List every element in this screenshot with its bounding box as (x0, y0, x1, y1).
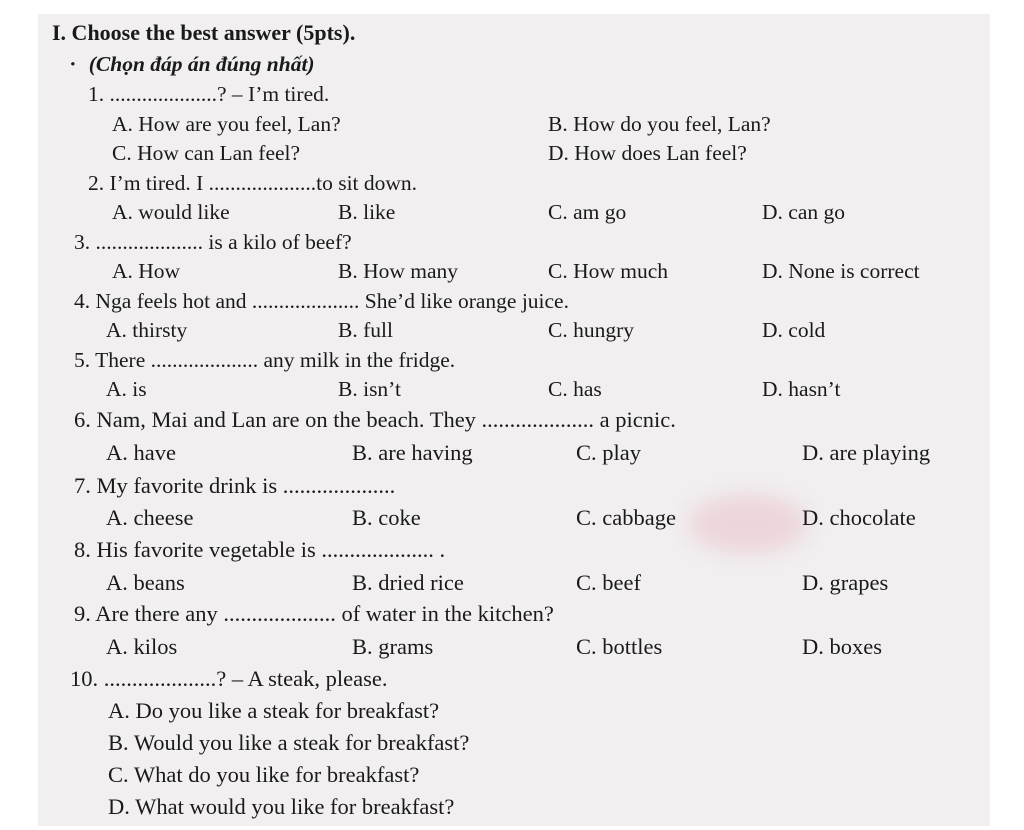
ink-smudge (688, 494, 808, 554)
question-3: 3. .................... is a kilo of beef? (74, 230, 352, 254)
subtitle-text: (Chọn đáp án đúng nhất) (88, 52, 315, 76)
option-3d[interactable]: D. None is correct (762, 259, 920, 283)
option-6c[interactable]: C. play (576, 440, 641, 465)
option-3b[interactable]: B. How many (338, 259, 459, 283)
option-8b[interactable]: B. dried rice (352, 570, 464, 595)
option-3c[interactable]: C. How much (548, 259, 669, 283)
option-7c[interactable]: C. cabbage (576, 505, 676, 530)
option-9c[interactable]: C. bottles (576, 634, 663, 659)
question-10: 10. ....................? – A steak, please. (70, 666, 388, 691)
option-1c[interactable]: C. How can Lan feel? (112, 141, 301, 165)
option-5c[interactable]: C. has (548, 377, 602, 401)
question-4: 4. Nga feels hot and .................... She’d like orange juice. (74, 289, 569, 313)
question-2: 2. I’m tired. I ....................to sit down. (88, 171, 418, 195)
option-9b[interactable]: B. grams (352, 634, 434, 659)
option-10d[interactable]: D. What would you like for breakfast? (108, 794, 455, 819)
option-8d[interactable]: D. grapes (802, 570, 889, 595)
question-5: 5. There .................... any milk in the fridge. (74, 348, 456, 372)
option-6d[interactable]: D. are playing (802, 440, 931, 465)
question-7: 7. My favorite drink is .................... (74, 473, 396, 498)
option-8a[interactable]: A. beans (106, 570, 185, 595)
option-6b[interactable]: B. are having (352, 440, 473, 465)
question-8: 8. His favorite vegetable is .................... . (74, 537, 446, 562)
option-1d[interactable]: D. How does Lan feel? (548, 141, 747, 165)
section-title: I. Choose the best answer (5pts). (52, 20, 356, 45)
option-4c[interactable]: C. hungry (548, 318, 634, 342)
option-2b[interactable]: B. like (338, 200, 396, 224)
option-9d[interactable]: D. boxes (802, 634, 882, 659)
option-1b[interactable]: B. How do you feel, Lan? (548, 112, 771, 136)
section-subtitle (70, 51, 315, 77)
question-1: 1. ....................? – I’m tired. (88, 82, 330, 106)
option-7b[interactable]: B. coke (352, 505, 421, 530)
option-2c[interactable]: C. am go (548, 200, 627, 224)
question-9: 9. Are there any .................... of water in the kitchen? (74, 601, 554, 626)
option-7a[interactable]: A. cheese (106, 505, 194, 530)
option-5b[interactable]: B. isn’t (338, 377, 401, 401)
option-5d[interactable]: D. hasn’t (762, 377, 841, 401)
worksheet-page (38, 14, 990, 826)
option-4b[interactable]: B. full (338, 318, 393, 342)
bullet: · (70, 52, 76, 76)
option-2a[interactable]: A. would like (112, 200, 230, 224)
option-7d[interactable]: D. chocolate (802, 505, 916, 530)
option-10b[interactable]: B. Would you like a steak for breakfast? (108, 730, 470, 755)
option-1a[interactable]: A. How are you feel, Lan? (112, 112, 341, 136)
option-3a[interactable]: A. How (112, 259, 181, 283)
option-2d[interactable]: D. can go (762, 200, 845, 224)
option-8c[interactable]: C. beef (576, 570, 641, 595)
option-4d[interactable]: D. cold (762, 318, 826, 342)
option-10c[interactable]: C. What do you like for breakfast? (108, 762, 420, 787)
option-6a[interactable]: A. have (106, 440, 176, 465)
option-9a[interactable]: A. kilos (106, 634, 178, 659)
question-6: 6. Nam, Mai and Lan are on the beach. They .................... a picnic. (74, 407, 676, 432)
option-4a[interactable]: A. thirsty (106, 318, 188, 342)
option-5a[interactable]: A. is (106, 377, 147, 401)
option-10a[interactable]: A. Do you like a steak for breakfast? (108, 698, 440, 723)
